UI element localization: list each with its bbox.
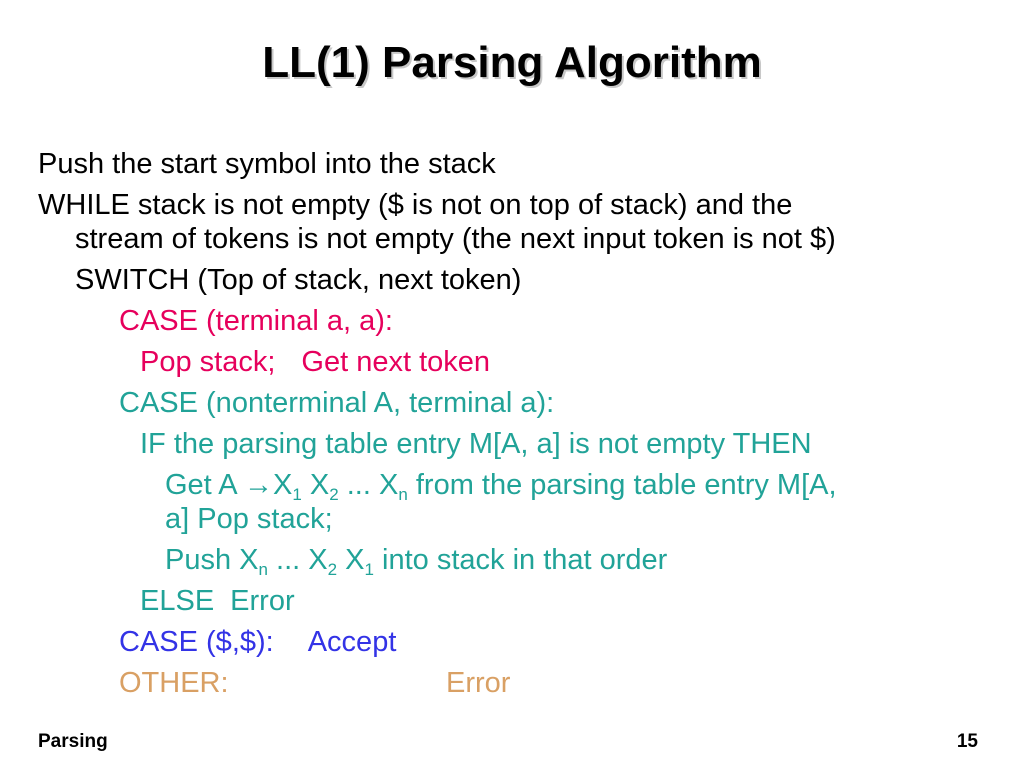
line-pop-stack xyxy=(140,345,490,379)
x-symbol: X xyxy=(309,469,330,501)
subscript: 2 xyxy=(327,560,338,579)
subscript: 1 xyxy=(364,560,374,579)
line-case-terminal: CASE (terminal a, a): xyxy=(119,305,393,337)
get-a-text: Get A xyxy=(165,469,244,501)
push-word-text: Push xyxy=(165,544,240,576)
ellipsis-text: ... xyxy=(267,544,309,576)
line-get-production xyxy=(165,468,837,506)
push-rest-text: into stack in that order xyxy=(373,544,668,576)
x-symbol: X xyxy=(273,469,293,501)
case-dollar-text: CASE ($,$): xyxy=(119,626,274,658)
get-next-token-text: Get next token xyxy=(301,346,491,378)
line-while-cont: stream of tokens is not empty (the next input token is not $) xyxy=(75,223,836,255)
subscript: n xyxy=(398,485,408,504)
line-switch: SWITCH (Top of stack, next token) xyxy=(75,264,522,296)
accept-text: Accept xyxy=(307,626,397,658)
other-error-text: Error xyxy=(446,667,511,699)
else-keyword: ELSE xyxy=(140,585,215,617)
get-rest-text: from the parsing table entry M[A, xyxy=(407,469,837,501)
line-case-nonterminal: CASE (nonterminal A, terminal a): xyxy=(119,387,555,419)
arrow-icon: → xyxy=(244,469,273,501)
line-while: WHILE stack is not empty ($ is not on top of stack) and the xyxy=(38,189,793,221)
x-symbol: X xyxy=(345,544,365,576)
line-push-production xyxy=(165,543,667,581)
footer-label: Parsing xyxy=(38,731,108,752)
page-number: 15 xyxy=(956,731,978,752)
pop-stack-text: Pop stack; xyxy=(140,346,276,378)
line-else xyxy=(140,584,295,618)
line-get-production-cont: a] Pop stack; xyxy=(165,503,333,535)
page-title: LL(1) Parsing Algorithm xyxy=(262,38,762,87)
ellipsis-text: ... xyxy=(338,469,379,501)
x-symbol: X xyxy=(239,544,259,576)
other-text: OTHER: xyxy=(119,667,229,699)
x-symbol: X xyxy=(378,469,399,501)
line-other xyxy=(119,666,229,700)
else-error-text: Error xyxy=(230,585,295,617)
x-symbol: X xyxy=(308,544,328,576)
line-push-start: Push the start symbol into the stack xyxy=(38,148,496,180)
subscript: 2 xyxy=(329,485,339,504)
subscript: n xyxy=(258,560,268,579)
subscript: 1 xyxy=(292,485,302,504)
line-case-dollar xyxy=(119,625,396,659)
line-if: IF the parsing table entry M[A, a] is not empty THEN xyxy=(140,428,812,460)
